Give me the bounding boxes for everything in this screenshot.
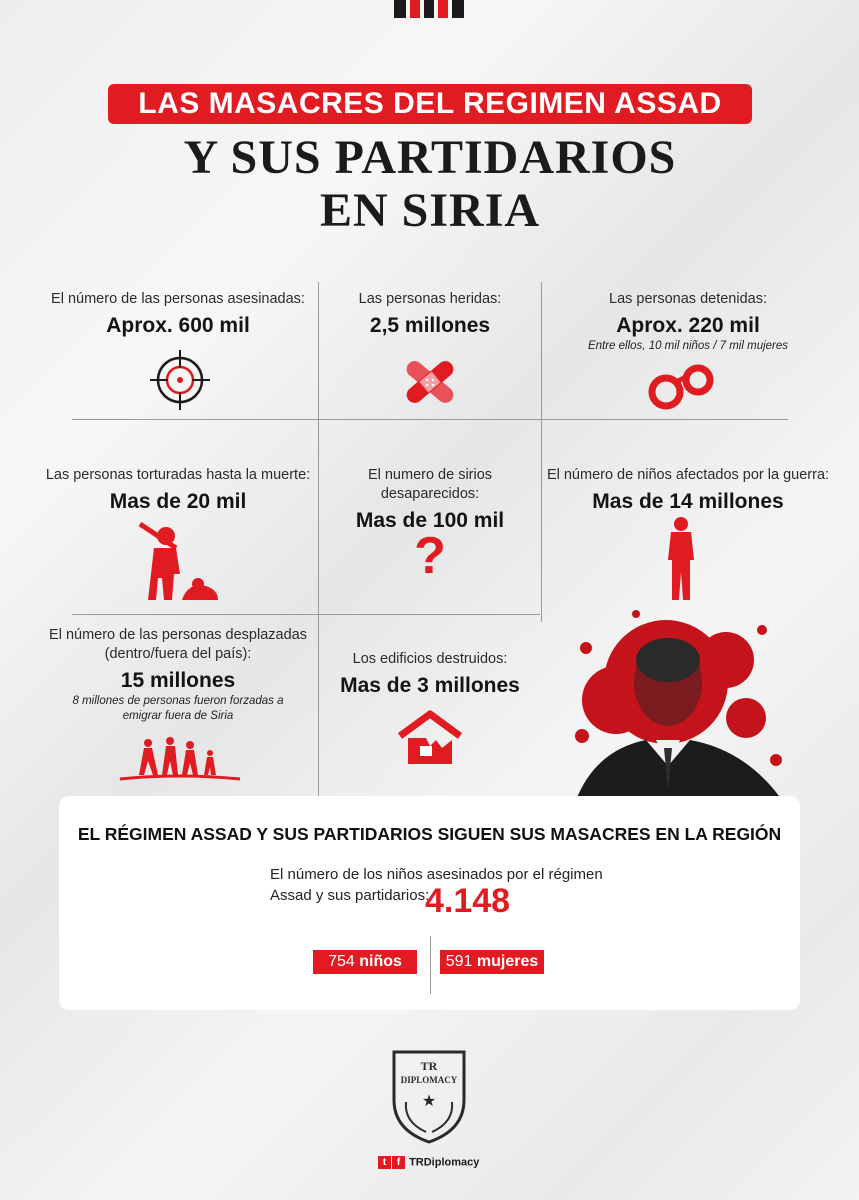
stat-value: Mas de 3 millones	[340, 674, 520, 697]
stat-disappeared	[320, 466, 540, 534]
stat-value: Mas de 14 millones	[592, 490, 784, 513]
women-word: mujeres	[476, 953, 539, 970]
region-text-line-1: El número de los niños asesinados por el régimen	[270, 866, 603, 883]
grid-divider	[541, 282, 542, 622]
headline-line-1: Y SUS PARTIDARIOS	[183, 131, 677, 184]
children-badge	[313, 950, 417, 974]
stat-label: Los edificios destruidos:	[352, 651, 508, 667]
stat-value: Aprox. 600 mil	[106, 314, 250, 337]
stat-label: El número de niños afectados por la guerra:	[546, 467, 830, 483]
stat-note: 8 millones de personas fueron forzadas a	[72, 695, 284, 707]
title-banner: LAS MASACRES DEL REGIMEN ASSAD	[108, 84, 752, 124]
stat-label: El número de las personas desplazadas	[49, 627, 307, 643]
stat-label: Las personas torturadas hasta la muerte:	[45, 467, 311, 483]
target-icon	[148, 348, 212, 412]
stat-label: El numero de sirios desaparecidos:	[367, 467, 493, 502]
women-badge	[440, 950, 544, 974]
stat-label-continued: (dentro/fuera del país):	[104, 646, 252, 662]
handcuffs-icon	[646, 362, 718, 412]
women-count: 591	[445, 953, 473, 970]
question-mark-icon: ?	[414, 527, 446, 585]
stat-children-affected	[543, 466, 833, 515]
stat-injured	[320, 290, 540, 339]
stat-value: Aprox. 220 mil	[616, 314, 760, 337]
grid-divider	[72, 614, 540, 615]
torture-icon	[136, 522, 222, 602]
facebook-icon: f	[392, 1156, 405, 1169]
children-word: niños	[359, 953, 402, 970]
region-title: EL RÉGIMEN ASSAD Y SUS PARTIDARIOS SIGUEN SUS MASACRES EN LA REGIÓN	[77, 824, 782, 844]
star-icon: ★	[421, 1093, 437, 1110]
destroyed-house-icon	[396, 710, 464, 766]
grid-divider	[72, 419, 788, 420]
region-text-line-2: Assad y sus partidarios:	[270, 887, 430, 904]
seal-name-text: DIPLOMACY	[400, 1075, 458, 1085]
social-handle[interactable]	[378, 1156, 479, 1172]
refugees-icon	[118, 735, 242, 783]
grid-divider	[318, 282, 319, 812]
stat-buildings	[320, 650, 540, 699]
tr-diplomacy-seal	[386, 1042, 472, 1144]
region-card	[59, 796, 800, 1010]
children-count: 754	[328, 953, 355, 970]
stat-tortured	[40, 466, 316, 515]
stat-value: 2,5 millones	[369, 314, 491, 337]
twitter-icon: t	[378, 1156, 391, 1169]
seal-top-text: TR	[420, 1059, 438, 1073]
stat-value: Mas de 100 mil	[355, 509, 505, 532]
handle-text: TRDiplomacy	[409, 1156, 480, 1169]
stat-label: Las personas detenidas:	[609, 291, 767, 307]
stat-value: Mas de 20 mil	[109, 490, 247, 513]
bandage-icon	[398, 354, 462, 410]
stat-label: Las personas heridas:	[358, 291, 502, 307]
stat-note: Entre ellos, 10 mil niños / 7 mil mujeres	[587, 340, 789, 352]
region-total: 4.148	[425, 882, 511, 920]
stat-killed	[40, 290, 316, 339]
brand-logo	[394, 0, 466, 18]
stat-displaced	[40, 626, 316, 724]
stat-detained	[543, 290, 833, 354]
badge-divider	[430, 936, 431, 994]
stat-note-continued: emigrar fuera de Siria	[122, 710, 234, 722]
headline-line-2: EN SIRIA	[319, 184, 541, 237]
stat-value: 15 millones	[120, 669, 236, 692]
portrait-image	[556, 590, 792, 800]
stat-label: El número de las personas asesinadas:	[51, 291, 305, 307]
